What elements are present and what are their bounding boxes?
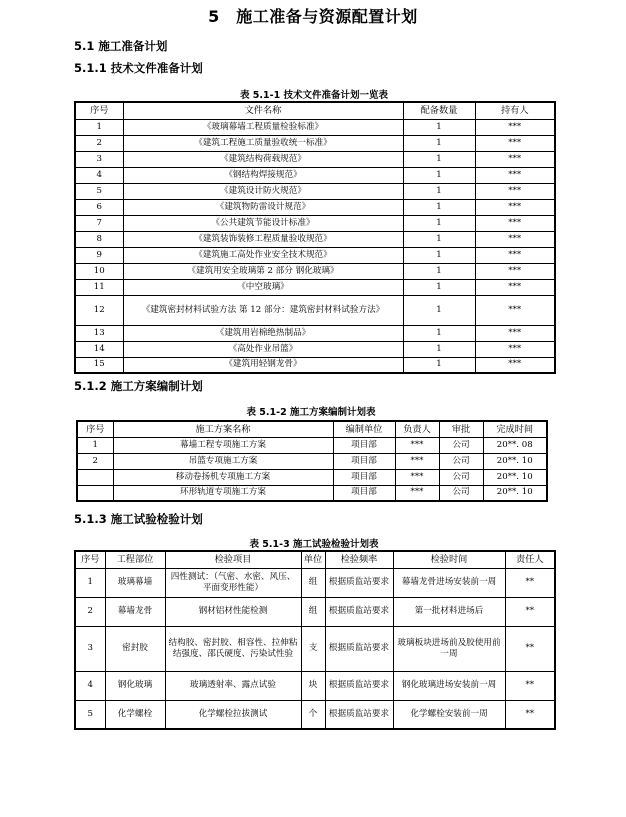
cell-holder: *** (475, 199, 555, 215)
cell-time: 玻璃板块进场前及胶使用前一周 (393, 626, 505, 671)
table-row (77, 437, 547, 453)
cell-doc-name: 《建筑用岩棉绝热制品》 (123, 325, 403, 341)
cell-no: 4 (75, 167, 123, 183)
cell-approval: 公司 (439, 453, 483, 469)
cell-no: 3 (75, 151, 123, 167)
cell-plan-name: 环形轨道专项施工方案 (113, 485, 333, 501)
cell-qty: 1 (403, 215, 475, 231)
table2-header-approval: 审批 (439, 421, 483, 437)
cell-qty: 1 (403, 183, 475, 199)
cell-part: 玻璃幕墙 (105, 568, 165, 597)
table-row (75, 279, 555, 295)
table1-caption: 表 5.1-1 技术文件准备计划一览表 (240, 90, 388, 101)
table-row (75, 199, 555, 215)
table3-header-row (75, 551, 555, 568)
cell-doc-name: 《建筑密封材料试验方法 第 12 部分：建筑密封材料试验方法》 (123, 295, 403, 325)
cell-no: 11 (75, 279, 123, 295)
cell-unit: 块 (301, 671, 325, 700)
cell-holder: *** (475, 247, 555, 263)
cell-time: 钢化玻璃进场安装前一周 (393, 671, 505, 700)
cell-no: 5 (75, 700, 105, 729)
cell-qty: 1 (403, 341, 475, 357)
cell-no: 2 (77, 453, 113, 469)
table3-header-frequency: 检验频率 (325, 551, 393, 568)
table3-header-owner: 责任人 (505, 551, 555, 568)
cell-qty: 1 (403, 325, 475, 341)
table-row (75, 151, 555, 167)
cell-no (77, 485, 113, 501)
table3-header-part: 工程部位 (105, 551, 165, 568)
table3-caption: 表 5.1-3 施工试验检验计划表 (249, 539, 379, 550)
cell-item: 化学螺栓拉拔测试 (165, 700, 301, 729)
cell-owner: ** (505, 597, 555, 626)
cell-no: 3 (75, 626, 105, 671)
table1-header-qty: 配备数量 (403, 102, 475, 119)
cell-qty: 1 (403, 119, 475, 135)
cell-no: 1 (75, 119, 123, 135)
cell-doc-name: 《建筑施工高处作业安全技术规范》 (123, 247, 403, 263)
cell-no: 4 (75, 671, 105, 700)
cell-holder: *** (475, 135, 555, 151)
cell-due: 20**. 10 (483, 453, 547, 469)
table-row (77, 469, 547, 485)
cell-owner: ** (505, 626, 555, 671)
cell-frequency: 根据质监站要求 (325, 597, 393, 626)
table1-header-no: 序号 (75, 102, 123, 119)
cell-qty: 1 (403, 167, 475, 183)
table-row (75, 215, 555, 231)
cell-doc-name: 《建筑用安全玻璃第 2 部分 钢化玻璃》 (123, 263, 403, 279)
table2-header-unit: 编制单位 (333, 421, 395, 437)
cell-qty: 1 (403, 357, 475, 373)
cell-no: 7 (75, 215, 123, 231)
cell-owner: *** (395, 469, 439, 485)
section-5-1-2-heading: 5.1.2 施工方案编制计划 (74, 379, 203, 393)
cell-no: 14 (75, 341, 123, 357)
cell-doc-name: 《建筑装饰装修工程质量验收规范》 (123, 231, 403, 247)
table2-header-plan: 施工方案名称 (113, 421, 333, 437)
table-row (75, 231, 555, 247)
chapter-title: 5 施工准备与资源配置计划 (208, 7, 418, 26)
cell-no: 10 (75, 263, 123, 279)
inspection-plan-table (74, 550, 556, 730)
table-row (75, 357, 555, 373)
cell-no: 2 (75, 135, 123, 151)
table2-caption: 表 5.1-2 施工方案编制计划表 (246, 407, 376, 418)
table2-header-no: 序号 (77, 421, 113, 437)
cell-no: 9 (75, 247, 123, 263)
cell-holder: *** (475, 231, 555, 247)
section-5-1-1-heading: 5.1.1 技术文件准备计划 (74, 61, 203, 75)
construction-plan-table (76, 420, 548, 502)
cell-part: 幕墙龙骨 (105, 597, 165, 626)
cell-owner: ** (505, 671, 555, 700)
cell-holder: *** (475, 263, 555, 279)
cell-unit: 组 (301, 597, 325, 626)
cell-plan-name: 吊篮专项施工方案 (113, 453, 333, 469)
cell-holder: *** (475, 151, 555, 167)
cell-frequency: 根据质监站要求 (325, 700, 393, 729)
table1-header-name: 文件名称 (123, 102, 403, 119)
cell-no: 13 (75, 325, 123, 341)
cell-qty: 1 (403, 295, 475, 325)
cell-approval: 公司 (439, 437, 483, 453)
cell-unit: 支 (301, 626, 325, 671)
table-row (75, 119, 555, 135)
cell-doc-name: 《建筑设计防火规范》 (123, 183, 403, 199)
cell-holder: *** (475, 167, 555, 183)
cell-item: 钢材铝材性能检测 (165, 597, 301, 626)
cell-plan-name: 幕墙工程专项施工方案 (113, 437, 333, 453)
cell-no: 15 (75, 357, 123, 373)
table3-header-item: 检验项目 (165, 551, 301, 568)
cell-frequency: 根据质监站要求 (325, 671, 393, 700)
table2-header-due: 完成时间 (483, 421, 547, 437)
table-row (75, 135, 555, 151)
table-row (75, 568, 555, 597)
cell-no: 1 (77, 437, 113, 453)
table-row (75, 263, 555, 279)
cell-time: 化学螺栓安装前一周 (393, 700, 505, 729)
cell-no: 5 (75, 183, 123, 199)
cell-item: 玻璃透射率、露点试验 (165, 671, 301, 700)
cell-due: 20**. 10 (483, 485, 547, 501)
table-row (75, 183, 555, 199)
cell-time: 第一批材料进场后 (393, 597, 505, 626)
cell-qty: 1 (403, 247, 475, 263)
cell-no: 1 (75, 568, 105, 597)
cell-time: 幕墙龙骨进场安装前一周 (393, 568, 505, 597)
cell-no: 8 (75, 231, 123, 247)
cell-holder: *** (475, 215, 555, 231)
table-row (77, 485, 547, 501)
cell-approval: 公司 (439, 485, 483, 501)
cell-part: 化学螺栓 (105, 700, 165, 729)
cell-doc-name: 《中空玻璃》 (123, 279, 403, 295)
cell-unit: 个 (301, 700, 325, 729)
cell-qty: 1 (403, 199, 475, 215)
cell-holder: *** (475, 357, 555, 373)
table3-header-unit: 单位 (301, 551, 325, 568)
table-row (75, 626, 555, 671)
table2-header-row (77, 421, 547, 437)
table-row (75, 167, 555, 183)
cell-unit: 项目部 (333, 437, 395, 453)
cell-owner: *** (395, 437, 439, 453)
cell-holder: *** (475, 119, 555, 135)
cell-unit: 组 (301, 568, 325, 597)
cell-no (77, 469, 113, 485)
cell-owner: *** (395, 453, 439, 469)
cell-owner: ** (505, 568, 555, 597)
table-row (75, 597, 555, 626)
cell-doc-name: 《建筑物防雷设计规范》 (123, 199, 403, 215)
table-row (77, 453, 547, 469)
cell-unit: 项目部 (333, 453, 395, 469)
cell-frequency: 根据质监站要求 (325, 568, 393, 597)
cell-frequency: 根据质监站要求 (325, 626, 393, 671)
cell-holder: *** (475, 183, 555, 199)
table3-header-no: 序号 (75, 551, 105, 568)
table2-header-owner: 负责人 (395, 421, 439, 437)
cell-approval: 公司 (439, 469, 483, 485)
table1-header-holder: 持有人 (475, 102, 555, 119)
cell-doc-name: 《建筑用轻钢龙骨》 (123, 357, 403, 373)
section-5-1-3-heading: 5.1.3 施工试验检验计划 (74, 512, 203, 526)
cell-no: 6 (75, 199, 123, 215)
cell-plan-name: 移动卷扬机专项施工方案 (113, 469, 333, 485)
section-5-1-heading: 5.1 施工准备计划 (74, 39, 168, 53)
cell-holder: *** (475, 341, 555, 357)
cell-doc-name: 《公共建筑节能设计标准》 (123, 215, 403, 231)
cell-qty: 1 (403, 263, 475, 279)
cell-part: 钢化玻璃 (105, 671, 165, 700)
table-row (75, 295, 555, 325)
cell-item: 结构胶、密封胶、相容性、拉伸粘结强度、邵氏硬度、污染试性验 (165, 626, 301, 671)
cell-qty: 1 (403, 135, 475, 151)
table-row (75, 325, 555, 341)
table-row (75, 671, 555, 700)
cell-owner: ** (505, 700, 555, 729)
cell-doc-name: 《玻璃幕墙工程质量检验标准》 (123, 119, 403, 135)
cell-doc-name: 《高处作业吊篮》 (123, 341, 403, 357)
cell-holder: *** (475, 279, 555, 295)
cell-holder: *** (475, 295, 555, 325)
cell-qty: 1 (403, 279, 475, 295)
table-row (75, 700, 555, 729)
cell-doc-name: 《建筑工程施工质量验收统一标准》 (123, 135, 403, 151)
table-row (75, 247, 555, 263)
cell-unit: 项目部 (333, 469, 395, 485)
cell-doc-name: 《建筑结构荷载规范》 (123, 151, 403, 167)
cell-item: 四性测试：（气密、水密、风压、平面变形性能） (165, 568, 301, 597)
technical-documents-table (74, 101, 556, 374)
cell-holder: *** (475, 325, 555, 341)
cell-qty: 1 (403, 151, 475, 167)
cell-owner: *** (395, 485, 439, 501)
cell-doc-name: 《钢结构焊接规范》 (123, 167, 403, 183)
cell-unit: 项目部 (333, 485, 395, 501)
cell-no: 12 (75, 295, 123, 325)
table3-header-time: 检验时间 (393, 551, 505, 568)
cell-due: 20**. 08 (483, 437, 547, 453)
table-row (75, 341, 555, 357)
cell-qty: 1 (403, 231, 475, 247)
cell-due: 20**. 10 (483, 469, 547, 485)
cell-no: 2 (75, 597, 105, 626)
table1-header-row (75, 102, 555, 119)
cell-part: 密封胶 (105, 626, 165, 671)
